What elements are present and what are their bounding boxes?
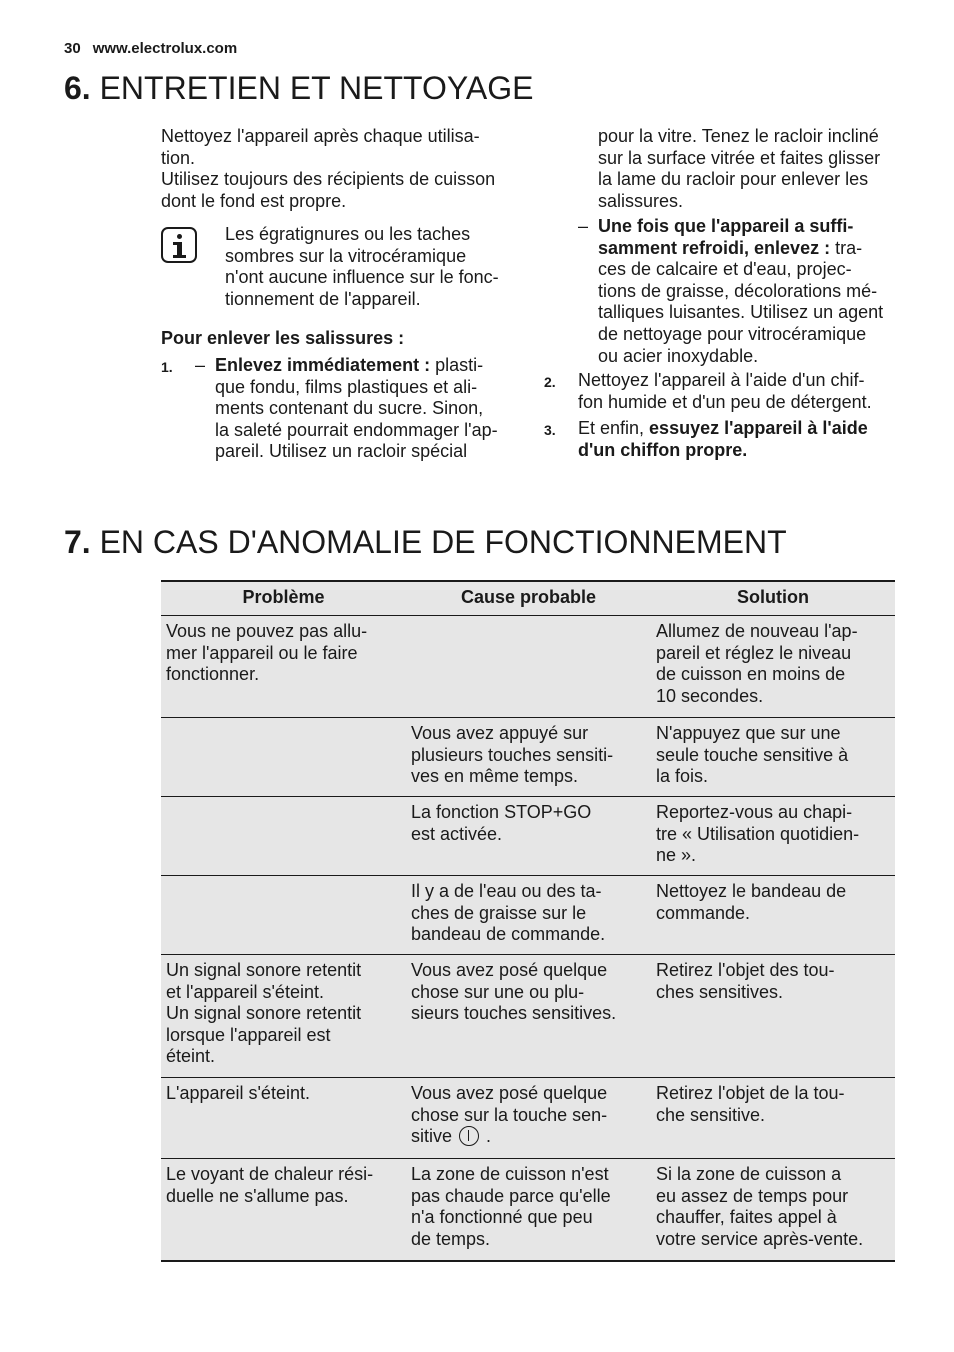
info-icon xyxy=(161,227,197,263)
step-1-dash: – xyxy=(195,355,206,375)
column-header-cause: Cause probable xyxy=(406,581,651,616)
step-1-text-continued: pour la vitre. Tenez le racloir incliné sur la surface vitrée et faites glisser la lame du racloir pour enlever les salissures. xyxy=(598,126,881,211)
step-3-number: 3. xyxy=(544,422,556,438)
cell-solution: Retirez l'objet des tou- ches sensitives. xyxy=(651,955,895,1078)
cell-cause: Vous avez appuyé sur plusieurs touches sensiti- ves en même temps. xyxy=(406,718,651,797)
step-1b-text: Une fois que l'appareil a suffi- samment refroidi, enlevez : tra- ces de calcaire et d'eau, projec- tions de graisse, décolorations mé- talliques luisantes. Utilisez un agent de nettoyage pour vitrocéramique ou acier inoxydable. xyxy=(598,216,884,366)
cleaning-subheading: Pour enlever les salissures : xyxy=(161,328,405,348)
step-3-text: Et enfin, essuyez l'appareil à l'aide d'un chiffon propre. xyxy=(578,418,868,460)
info-note: Les égratignures ou les taches sombres sur la vitrocéramique n'ont aucune influence sur le fonc- tionnement de l'appareil. xyxy=(225,224,499,309)
table-row xyxy=(161,718,895,797)
table-row xyxy=(161,797,895,876)
cell-problem xyxy=(161,876,406,955)
step-2-text: Nettoyez l'appareil à l'aide d'un chif- fon humide et d'un peu de détergent. xyxy=(578,370,872,412)
cell-problem: Le voyant de chaleur rési- duelle ne s'allume pas. xyxy=(161,1159,406,1262)
cell-solution: Si la zone de cuisson a eu assez de temps pour chauffer, faites appel à votre service après-vente. xyxy=(651,1159,895,1262)
cell-problem xyxy=(161,797,406,876)
cell-cause: La zone de cuisson n'est pas chaude parce qu'elle n'a fonctionné que peu de temps. xyxy=(406,1159,651,1262)
step-1-text: Enlevez immédiatement : plasti- que fondu, films plastiques et ali- ments contenant du sucre. Sinon, la saleté pourrait endommager l'ap- pareil. Utilisez un racloir spécial xyxy=(215,355,498,462)
step-2-number: 2. xyxy=(544,374,556,390)
table-row xyxy=(161,955,895,1078)
step-1b-dash: – xyxy=(578,216,589,236)
page-number: 30 xyxy=(64,40,81,57)
cell-solution: Reportez-vous au chapi- tre « Utilisation quotidien- ne ». xyxy=(651,797,895,876)
cell-problem: Un signal sonore retentit et l'appareil s'éteint. Un signal sonore retentit lorsque l'appareil est éteint. xyxy=(161,955,406,1078)
section-6-left-column: Nettoyez l'appareil après chaque utilisa- tion. Utilisez toujours des récipients de cuisson dont le fond est propre. xyxy=(161,126,496,211)
table-row xyxy=(161,1078,895,1159)
section-7-title: 7. EN CAS D'ANOMALIE DE FONCTIONNEMENT xyxy=(64,524,787,560)
cell-solution: Retirez l'objet de la tou- che sensitive. xyxy=(651,1078,895,1159)
cell-cause: Vous avez posé quelque chose sur une ou plu- sieurs touches sensitives. xyxy=(406,955,651,1078)
cell-problem: L'appareil s'éteint. xyxy=(161,1078,406,1159)
cell-cause: Il y a de l'eau ou des ta- ches de graisse sur le bandeau de commande. xyxy=(406,876,651,955)
section-6-title: 6. ENTRETIEN ET NETTOYAGE xyxy=(64,70,534,106)
cell-problem: Vous ne pouvez pas allu- mer l'appareil ou le faire fonctionner. xyxy=(161,616,406,718)
cell-cause: Vous avez posé quelque chose sur la touche sen- sitive . xyxy=(406,1078,651,1159)
step-1-number: 1. xyxy=(161,359,173,375)
table-row xyxy=(161,1159,895,1262)
cell-solution: Nettoyez le bandeau de commande. xyxy=(651,876,895,955)
cell-problem xyxy=(161,718,406,797)
column-header-solution: Solution xyxy=(651,581,895,616)
table-row xyxy=(161,616,895,718)
website-url: www.electrolux.com xyxy=(92,40,238,57)
column-header-problem: Problème xyxy=(161,581,406,616)
table-header-row xyxy=(161,581,895,616)
cell-cause xyxy=(406,616,651,718)
cell-cause: La fonction STOP+GO est activée. xyxy=(406,797,651,876)
power-icon xyxy=(459,1126,479,1146)
troubleshooting-table xyxy=(161,580,895,1262)
page-header xyxy=(64,38,237,60)
cell-solution: N'appuyez que sur une seule touche sensitive à la fois. xyxy=(651,718,895,797)
cell-solution: Allumez de nouveau l'ap- pareil et réglez le niveau de cuisson en moins de 10 secondes. xyxy=(651,616,895,718)
table-row xyxy=(161,876,895,955)
